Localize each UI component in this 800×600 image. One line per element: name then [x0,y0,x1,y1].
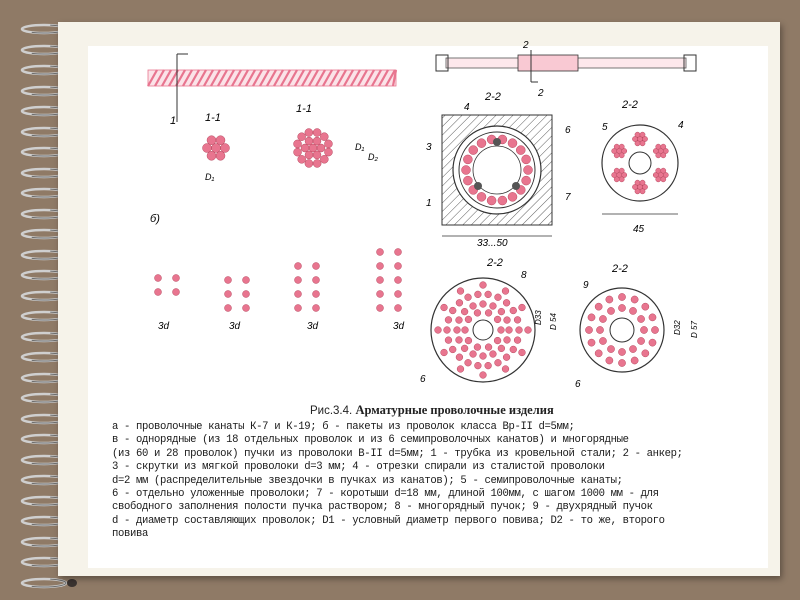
wire-dot [516,146,525,155]
wire-dot [522,176,531,185]
wire-dot [294,140,302,148]
svg-text:D₂: D₂ [368,152,378,162]
wire-dot [618,348,625,355]
wire-dot [485,309,492,316]
wire-dot [503,354,510,361]
wire-dot [506,327,513,334]
wire-dot [462,166,471,175]
wire-dot [599,337,606,344]
wire-dot [619,144,624,149]
svg-text:D₁: D₁ [355,142,365,152]
cable-k19-section [294,129,333,168]
wire-dot [637,337,644,344]
svg-text:9: 9 [583,280,589,291]
wire-dot [470,303,477,310]
wire-dot [661,144,666,149]
svg-text:45: 45 [633,224,645,235]
svg-text:3d: 3d [229,321,241,332]
section-label: 1-1 [296,103,312,115]
bundle-of-7-wire-strands [602,125,678,235]
wire-dot [649,314,656,321]
description-line: d=2 мм (распределительные звездочки в пучках из канатов); 5 - семипроволочные канаты; [112,474,623,487]
section-label: 2-2 [485,91,501,103]
wire-dot [377,305,384,312]
wire-dot [490,303,497,310]
wire-dot [465,337,472,344]
wire-dot [516,327,523,334]
wire-dot [635,132,640,137]
wire-dot [631,296,638,303]
wire-dot [508,139,517,148]
wire-dot [618,293,625,300]
anchored-rod [436,40,696,99]
wire-dot [465,294,472,301]
wire-dot [320,155,328,163]
section-label: 2-2 [487,257,503,269]
wire-dot [514,337,521,344]
description-line: а - проволочные канаты К-7 и К-19; б - пакеты из проволок класса Вр-II d=5мм; [112,421,575,433]
wire-dot [449,346,456,353]
wire-dot [221,144,230,153]
wire-dot [502,366,509,373]
wire-dot [294,148,302,156]
wire-dot [461,345,468,352]
wire-dot [619,168,624,173]
wire-dot [498,196,507,205]
svg-text:D 54: D 54 [549,313,558,330]
wire-dot [295,263,302,270]
wire-dot [320,133,328,141]
wire-dot [456,337,463,344]
wire-dot [207,136,216,145]
wire-dot [313,137,321,145]
wire-dot [607,307,614,314]
wire-dot [656,168,661,173]
wire-dot [618,359,625,366]
wire-dot [656,144,661,149]
wire-dot [309,144,317,152]
wire-dot [305,137,313,145]
wire-dot [441,349,448,356]
wire-dot [595,303,602,310]
wire-dot [498,308,505,315]
wire-dot [395,263,402,270]
wire-dot [495,294,502,301]
wire-dot [457,288,464,295]
wire-dot [207,151,216,160]
section-label: 2-2 [622,99,638,111]
wire-dot [519,304,526,311]
wire-dot [640,189,645,194]
wire-dot [313,305,320,312]
description-line: d - диаметр составляющих проволок; D1 - условный диаметр первого повива; D2 - то же, второго [112,514,665,527]
wire-dot [173,275,180,282]
wire-dot [510,346,517,353]
wire-dot [456,299,463,306]
cable-k7-section [203,136,230,161]
wire-dot [216,136,225,145]
wire-dot [457,366,464,373]
svg-text:33...50: 33...50 [477,238,508,249]
wire-dot [313,263,320,270]
wire-dot [642,303,649,310]
description-line: в - однорядные (из 18 отдельных проволок и из 6 семипроволочных канатов) и многорядные [112,434,629,447]
wire-dot [498,345,505,352]
wire-dot [377,263,384,270]
wire-dot [614,144,619,149]
wire-dot [619,177,624,182]
wire-dot [317,144,325,152]
svg-text:1: 1 [426,198,432,209]
wire-dot [435,327,442,334]
wire-dot [595,350,602,357]
wire-dot [305,159,313,167]
svg-text:6: 6 [420,374,426,385]
description-line: 3 - скрутки из мягкой проволоки d=3 мм; 4 - отрезки спирали из сталистой проволоки [112,461,605,474]
wire-dot [629,307,636,314]
wire-dot [485,362,492,369]
wire-dot [477,192,486,201]
wire-dot [454,327,461,334]
wire-dot [524,166,533,175]
two-row-bundle [580,288,664,372]
wire-dot [295,305,302,312]
svg-text:2: 2 [523,40,529,51]
description-line: свободного заполнения полости пучка раствором; 8 - многорядный пучок; 9 - двухрядный пучок [112,501,653,514]
wire-dot [155,275,162,282]
wire-packets [155,249,402,312]
wire-dot [642,350,649,357]
wire-dot [588,314,595,321]
wire-dot [243,291,250,298]
wire-dot [640,132,645,137]
svg-text:3: 3 [426,142,432,153]
wire-dot [445,316,452,323]
wire-dot [480,282,487,289]
section-label: 2-2 [612,263,628,275]
svg-text:6: 6 [565,125,571,136]
wire-dot [599,315,606,322]
wire-dot [203,144,212,153]
wire-dot [155,289,162,296]
wire-dot [640,141,645,146]
wire-dot [456,354,463,361]
figure-description [112,421,762,542]
wire-dot [470,351,477,358]
wire-dot [651,326,658,333]
wire-dot [495,359,502,366]
wire-dot [498,327,505,334]
description-line: 6 - отдельно уложенные проволоки; 7 - коротыши d=18 мм, длиной 100мм, с шагом 1000 мм - для [112,488,659,501]
wire-dot [504,317,511,324]
wire-dot [305,129,313,137]
wire-dot [324,148,332,156]
wire-dot [640,326,647,333]
wire-dot [305,151,313,159]
wire-dot [480,353,487,360]
wire-dot [480,301,487,308]
wire-dot [377,249,384,256]
wire-dot [619,153,624,158]
wire-dot [607,345,614,352]
wire-dot [395,249,402,256]
wire-dot [519,349,526,356]
wire-dot [474,291,481,298]
wire-dot [588,339,595,346]
figure-number: Рис.3.4. [310,405,353,417]
wire-dot [474,362,481,369]
wire-dot [298,155,306,163]
wire-dot [444,327,451,334]
wire-dot [377,277,384,284]
wire-dot [449,307,456,314]
wire-dot [243,305,250,312]
wire-dot [295,291,302,298]
wire-dot [585,326,592,333]
wire-dot [395,305,402,312]
wire-dot [522,155,531,164]
wire-dot [395,291,402,298]
bundle-in-square-duct [442,115,552,249]
figure-title: Арматурные проволочные изделия [355,403,554,417]
wire-dot [494,337,501,344]
wire-dot [243,277,250,284]
wire-dot [631,357,638,364]
svg-text:D32: D32 [673,320,682,335]
wire-dot [313,151,321,159]
svg-text:D 57: D 57 [690,321,699,338]
wire-dot [640,180,645,185]
wire-dot [445,337,452,344]
wire-dot [485,291,492,298]
svg-text:D33: D33 [534,310,543,325]
wire-dot [503,299,510,306]
wire-dot [462,327,469,334]
wire-dot [298,133,306,141]
wire-dot [474,344,481,351]
wire-dot [485,344,492,351]
wire-dot [487,196,496,205]
wire-dot [456,317,463,324]
wire-dot [463,176,472,185]
wire-dot [490,351,497,358]
wire-dot [461,308,468,315]
wire-dot [596,326,603,333]
wire-dot [514,316,521,323]
svg-text:3d: 3d [158,321,170,332]
wire-dot [508,192,517,201]
wire-dot [395,277,402,284]
wire-dot [510,307,517,314]
wire-dot [313,291,320,298]
wire-dot [606,357,613,364]
svg-text:7: 7 [565,192,571,203]
wire-dot [525,327,532,334]
wire-dot [480,372,487,379]
wire-dot [441,304,448,311]
wire-dot [618,304,625,311]
wire-dot [661,168,666,173]
wire-dot [377,291,384,298]
svg-text:3d: 3d [393,321,405,332]
wire-dot [465,316,472,323]
wire-dot [469,146,478,155]
wire-dot [661,153,666,158]
svg-text:5: 5 [602,122,608,133]
wire-dot [295,277,302,284]
wire-dot [216,151,225,160]
wire-dot [313,277,320,284]
wire-dot [212,144,221,153]
wire-dot [629,345,636,352]
wire-dot [504,337,511,344]
wire-dot [313,129,321,137]
wire-dot [225,305,232,312]
wire-dot [173,289,180,296]
svg-text:2: 2 [538,88,544,99]
section-label: 1-1 [205,112,221,124]
wire-dot [225,277,232,284]
wire-dot [477,139,486,148]
svg-text:6: 6 [575,379,581,390]
multirow-bundle [431,278,535,382]
svg-text:3d: 3d [307,321,319,332]
wire-dot [463,155,472,164]
wire-dot [606,296,613,303]
subfigure-label: б) [150,213,160,225]
wire-dot [635,180,640,185]
wire-dot [494,316,501,323]
svg-text:4: 4 [464,102,470,113]
wire-dot [313,159,321,167]
wire-dot [649,339,656,346]
wire-dot [661,177,666,182]
figure-caption [310,403,554,418]
svg-text:4: 4 [678,120,684,131]
svg-text:D₁: D₁ [205,172,215,182]
section-mark: 1 [170,115,177,127]
wire-dot [614,168,619,173]
description-line: (из 60 и 28 проволок) пучки из проволоки В-II d=5мм; 1 - трубка из кровельной стали; 2 - анкер; [112,447,683,460]
wire-dot [301,144,309,152]
svg-text:8: 8 [521,270,527,281]
description-line: повива [112,528,149,541]
wire-dot [465,359,472,366]
twisted-rope [148,70,396,86]
wire-dot [324,140,332,148]
wire-dot [225,291,232,298]
wire-dot [474,309,481,316]
wire-dot [637,315,644,322]
wire-dot [502,288,509,295]
